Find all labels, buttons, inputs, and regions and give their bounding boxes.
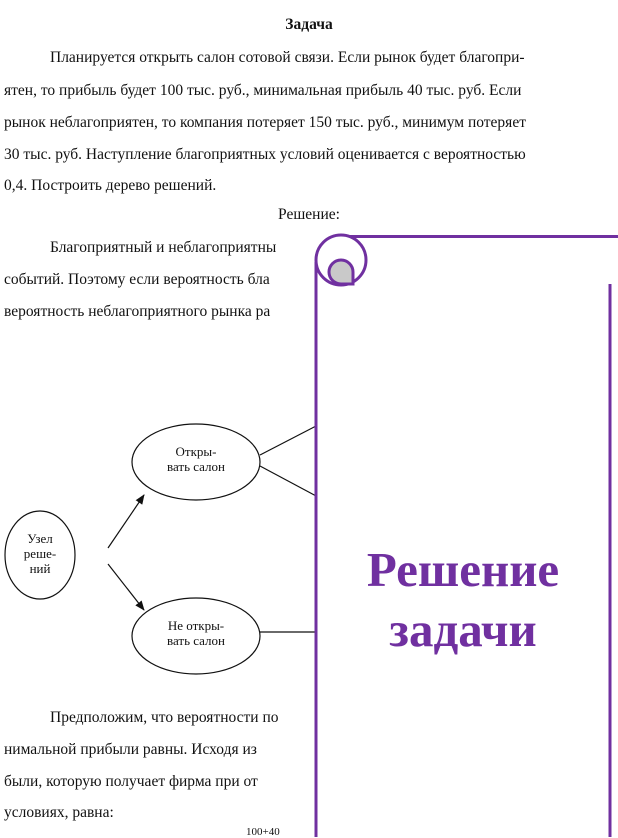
not-open-salon-label-line-2: вать салон bbox=[166, 633, 226, 648]
decision-node-label-line-1: Узел bbox=[27, 531, 53, 546]
after-line-4: условиях, равна: bbox=[4, 804, 114, 821]
after-line-1: Предположим, что вероятности по bbox=[50, 709, 279, 726]
open-salon-label-line-2: вать салон bbox=[166, 459, 226, 474]
problem-line-1-text: Планируется открыть салон сотовой связи. Если рынок будет благопри- bbox=[50, 49, 525, 66]
not-open-salon-label-line-1: Не откры- bbox=[167, 618, 225, 633]
solution-line-1: Благоприятный и неблагоприятны bbox=[50, 239, 277, 256]
problem-line-4: 30 тыс. руб. Наступление благоприятных условий оценивается с вероятностью bbox=[4, 146, 526, 163]
overlay-title-line-2: задачи bbox=[389, 602, 537, 657]
open-salon-label-line-1: Откры- bbox=[175, 444, 217, 459]
scroll-curl-inner bbox=[329, 260, 353, 284]
problem-line-5: 0,4. Построить дерево решений. bbox=[4, 177, 217, 194]
overlay-title-line-1: Решение bbox=[366, 542, 560, 597]
solution-heading: Решение: bbox=[278, 206, 340, 223]
solution-line-3: вероятность неблагоприятного рынка ра bbox=[4, 303, 271, 320]
decision-node-label-line-3: ний bbox=[29, 561, 51, 576]
after-line-3: были, которую получает фирма при от bbox=[4, 773, 258, 790]
solution-line-2: событий. Поэтому если вероятность бла bbox=[4, 271, 270, 288]
problem-line-2: ятен, то прибыль будет 100 тыс. руб., минимальная прибыль 40 тыс. руб. Если bbox=[4, 82, 522, 99]
overlay-title bbox=[328, 540, 598, 660]
decision-node-label-line-2: реше- bbox=[23, 546, 57, 561]
formula-fragment: 100+40 bbox=[246, 826, 280, 838]
problem-line-3: рынок неблагоприятен, то компания потеряет 150 тыс. руб., минимум потеряет bbox=[4, 114, 526, 131]
after-line-2: нимальной прибыли равны. Исходя из bbox=[4, 741, 257, 758]
document-title: Задача bbox=[285, 16, 333, 33]
